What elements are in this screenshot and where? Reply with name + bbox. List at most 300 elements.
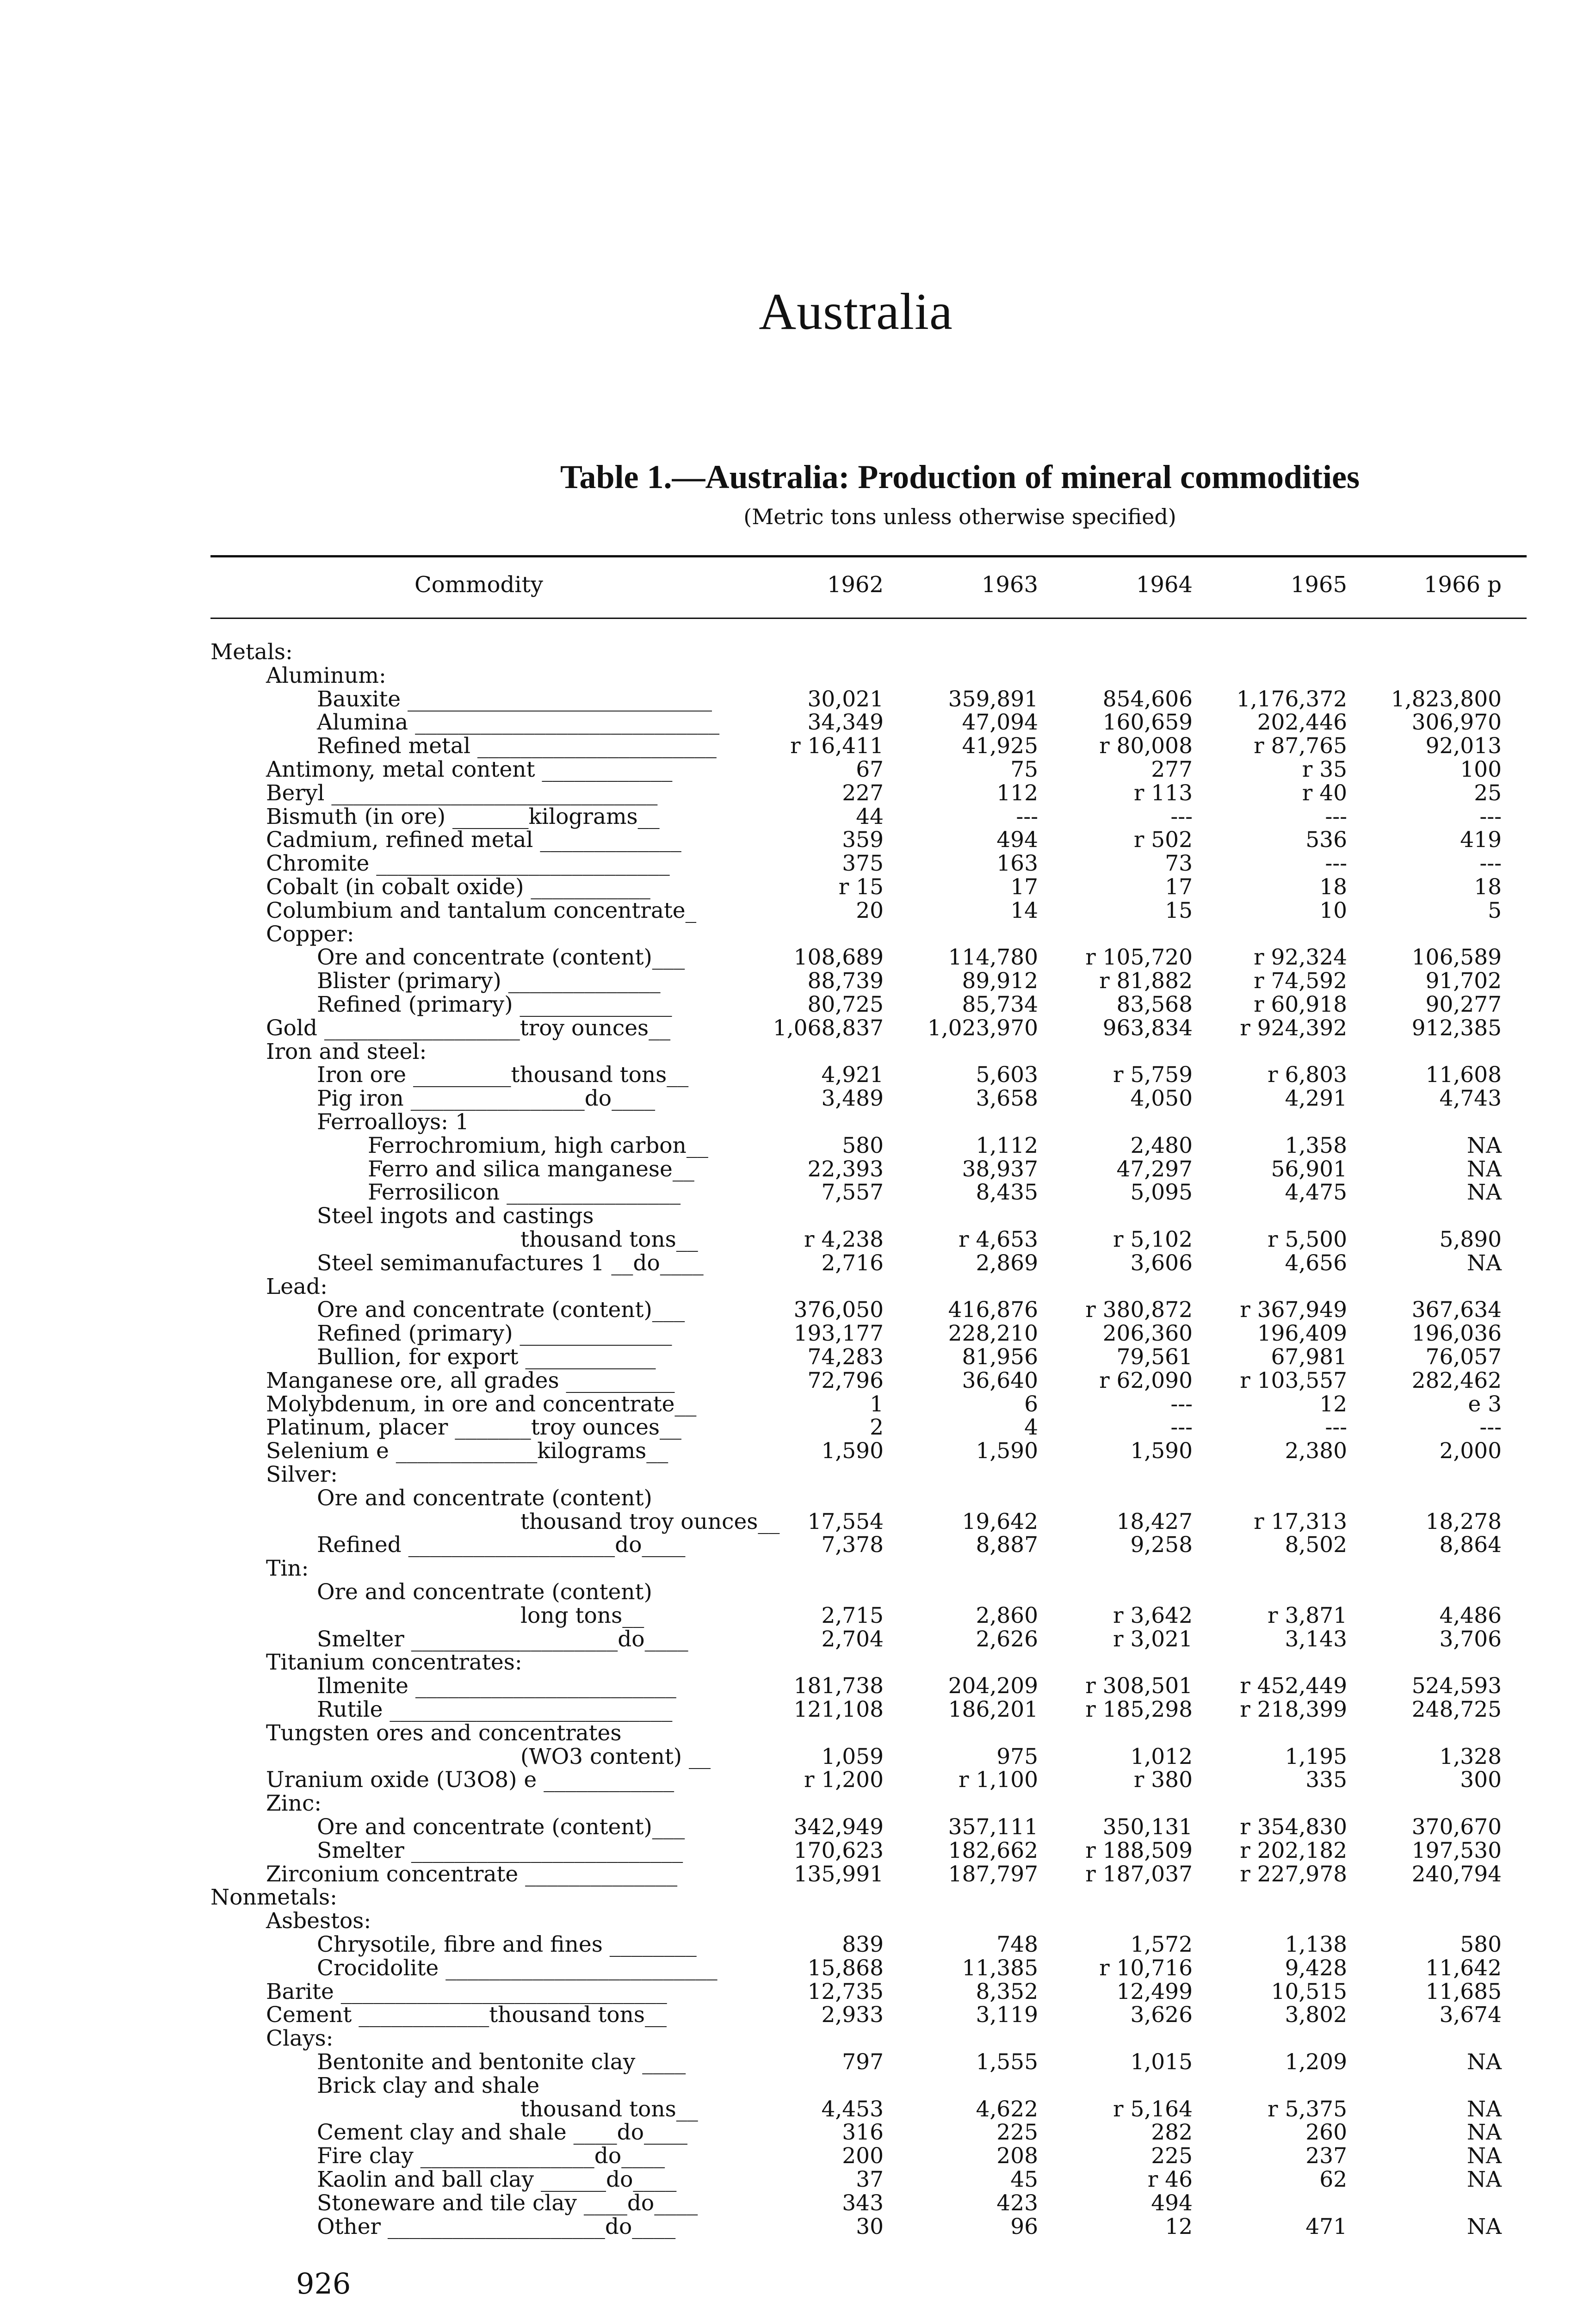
cell-1964: ---: [1170, 804, 1193, 829]
cell-1963: 5,603: [976, 1062, 1038, 1088]
table-row: [0, 1087, 1596, 1110]
cell-1966-p: 524,593: [1411, 1673, 1502, 1699]
cell-1962: r 4,238: [804, 1227, 884, 1252]
table-row: [0, 1158, 1596, 1181]
header-1964: 1964: [1136, 572, 1193, 598]
table-row: [0, 1698, 1596, 1721]
row-label: long tons__: [520, 1602, 644, 1628]
cell-1963: 112: [996, 780, 1038, 806]
table-row: [0, 1228, 1596, 1251]
cell-1963: 8,435: [976, 1180, 1038, 1206]
cell-1963: 975: [996, 1744, 1038, 1769]
row-label: Iron ore _________thousand tons__: [317, 1062, 689, 1088]
cell-1966-p: 3,706: [1439, 1626, 1502, 1652]
cell-1965: r 17,313: [1254, 1509, 1347, 1534]
row-label: Ore and concentrate (content): [317, 1579, 652, 1605]
cell-1966-p: 3,674: [1439, 2002, 1502, 2028]
cell-1966-p: NA: [1466, 1156, 1502, 1182]
cell-1963: 186,201: [948, 1697, 1038, 1722]
cell-1962: 2,933: [821, 2002, 884, 2028]
cell-1962: 30: [856, 2214, 884, 2239]
cell-1962: 20: [856, 897, 884, 923]
cell-1966-p: 282,462: [1411, 1367, 1502, 1393]
row-label: Bentonite and bentonite clay ____: [317, 2049, 686, 2075]
cell-1965: r 87,765: [1254, 733, 1347, 759]
row-label: Ferro and silica manganese__: [368, 1156, 694, 1182]
cell-1964: r 46: [1147, 2167, 1193, 2192]
header-1962: 1962: [827, 572, 884, 598]
cell-1963: 8,887: [976, 1532, 1038, 1558]
table-row: [0, 2027, 1596, 2050]
cell-1964: r 80,008: [1099, 733, 1193, 759]
table-row: [0, 1534, 1596, 1557]
cell-1963: 38,937: [962, 1156, 1038, 1182]
cell-1963: 357,111: [948, 1814, 1038, 1840]
cell-1966-p: NA: [1466, 2143, 1502, 2169]
cell-1966-p: 92,013: [1425, 733, 1502, 759]
table-row: [0, 1393, 1596, 1416]
cell-1966-p: NA: [1466, 2214, 1502, 2239]
cell-1962: 80,725: [807, 992, 884, 1017]
cell-1962: 2,704: [821, 1626, 884, 1652]
table-row: [0, 2004, 1596, 2027]
row-label: Ferrochromium, high carbon__: [368, 1132, 708, 1158]
row-label: thousand tons__: [520, 2096, 698, 2122]
cell-1965: 1,209: [1285, 2049, 1347, 2075]
cell-1963: 19,642: [962, 1509, 1038, 1534]
row-label: Iron and steel:: [266, 1039, 427, 1064]
cell-1966-p: 76,057: [1425, 1344, 1502, 1370]
cell-1966-p: ---: [1479, 1415, 1502, 1441]
cell-1964: r 502: [1133, 827, 1193, 853]
cell-1965: ---: [1325, 1415, 1347, 1441]
cell-1966-p: NA: [1466, 2120, 1502, 2146]
cell-1964: 350,131: [1102, 1814, 1193, 1840]
cell-1964: 17: [1165, 874, 1193, 900]
cell-1963: 4,622: [976, 2096, 1038, 2122]
row-label: Ilmenite ________________________: [317, 1673, 676, 1699]
table-row: [0, 1181, 1596, 1204]
row-label: Ore and concentrate (content)___: [317, 945, 685, 971]
cell-1966-p: ---: [1479, 851, 1502, 877]
cell-1964: r 3,642: [1113, 1602, 1193, 1628]
header-1966: 1966 p: [1423, 572, 1502, 598]
cell-1966-p: 300: [1460, 1767, 1502, 1793]
cell-1963: 114,780: [948, 945, 1038, 971]
row-label: Columbium and tantalum concentrate_: [266, 897, 697, 923]
cell-1963: 182,662: [948, 1837, 1038, 1863]
cell-1965: 196,409: [1257, 1321, 1347, 1347]
table-row: [0, 1675, 1596, 1698]
cell-1963: 17: [1010, 874, 1038, 900]
cell-1964: r 105,720: [1085, 945, 1193, 971]
row-label: Blister (primary) ______________: [317, 968, 661, 994]
row-label: Stoneware and tile clay ____do____: [317, 2190, 698, 2216]
cell-1965: 536: [1305, 827, 1347, 853]
cell-1963: 1,590: [976, 1438, 1038, 1464]
table-row: [0, 1910, 1596, 1933]
cell-1963: 41,925: [962, 733, 1038, 759]
table-row: [0, 782, 1596, 805]
table-row: [0, 2098, 1596, 2121]
cell-1966-p: ---: [1479, 804, 1502, 829]
cell-1964: 963,834: [1102, 1015, 1193, 1041]
cell-1964: 3,606: [1130, 1250, 1193, 1276]
row-label: Ore and concentrate (content)___: [317, 1814, 685, 1840]
row-label: Clays:: [266, 2026, 334, 2052]
cell-1966-p: 1,328: [1439, 1744, 1502, 1769]
cell-1966-p: 91,702: [1425, 968, 1502, 994]
cell-1965: 62: [1319, 2167, 1347, 2192]
table-row: [0, 1440, 1596, 1463]
cell-1963: 225: [996, 2120, 1038, 2146]
cell-1964: 73: [1165, 851, 1193, 877]
cell-1962: 1,068,837: [773, 1015, 884, 1041]
table-row: [0, 735, 1596, 758]
cell-1965: r 452,449: [1240, 1673, 1347, 1699]
row-label: Tungsten ores and concentrates: [266, 1720, 622, 1746]
table-row: [0, 1722, 1596, 1745]
cell-1963: 423: [996, 2190, 1038, 2216]
cell-1962: 170,623: [793, 1837, 884, 1863]
table-row: [0, 1346, 1596, 1369]
table-row: [0, 2051, 1596, 2074]
cell-1964: 225: [1151, 2143, 1193, 2169]
cell-1966-p: 100: [1460, 757, 1502, 782]
cell-1964: r 62,090: [1099, 1367, 1193, 1393]
cell-1966-p: 419: [1460, 827, 1502, 853]
cell-1965: 1,358: [1285, 1132, 1347, 1158]
table-row: [0, 1416, 1596, 1439]
table-row: [0, 1816, 1596, 1839]
page-title: Australia: [759, 283, 953, 340]
table-row: [0, 1510, 1596, 1534]
cell-1966-p: 5,890: [1439, 1227, 1502, 1252]
table-row: [0, 1792, 1596, 1815]
cell-1966-p: NA: [1466, 2096, 1502, 2122]
cell-1962: 181,738: [793, 1673, 884, 1699]
cell-1965: r 227,978: [1240, 1861, 1347, 1887]
cell-1962: 3,489: [821, 1086, 884, 1112]
row-label: Fire clay ________________do____: [317, 2143, 665, 2169]
row-label: Refined ___________________do____: [317, 1532, 686, 1558]
cell-1965: 56,901: [1271, 1156, 1347, 1182]
cell-1966-p: NA: [1466, 2167, 1502, 2192]
table-subtitle: (Metric tons unless otherwise specified): [743, 504, 1176, 529]
row-label: Cobalt (in cobalt oxide) ___________: [266, 874, 650, 900]
row-label: Manganese ore, all grades __________: [266, 1367, 675, 1393]
row-label: Metals:: [210, 639, 293, 665]
cell-1965: 1,195: [1285, 1744, 1347, 1769]
cell-1963: 96: [1010, 2214, 1038, 2239]
cell-1963: 2,860: [976, 1602, 1038, 1628]
cell-1963: 47,094: [962, 710, 1038, 736]
cell-1965: 10,515: [1271, 1979, 1347, 2004]
cell-1962: 200: [842, 2143, 884, 2169]
row-label: Chromite ___________________________: [266, 851, 670, 877]
cell-1962: 359: [842, 827, 884, 853]
cell-1966-p: 306,970: [1411, 710, 1502, 736]
cell-1966-p: 18: [1474, 874, 1502, 900]
header-1965: 1965: [1290, 572, 1347, 598]
table-row: [0, 899, 1596, 922]
cell-1962: 376,050: [793, 1297, 884, 1323]
cell-1966-p: 11,608: [1425, 1062, 1502, 1088]
cell-1966-p: 90,277: [1425, 992, 1502, 1017]
table-row: [0, 2145, 1596, 2168]
cell-1963: 416,876: [948, 1297, 1038, 1323]
cell-1963: 204,209: [948, 1673, 1038, 1699]
cell-1963: 11,385: [962, 1955, 1038, 1981]
cell-1965: r 5,375: [1268, 2096, 1347, 2122]
cell-1965: r 6,803: [1268, 1062, 1347, 1088]
row-label: Steel ingots and castings: [317, 1203, 594, 1229]
cell-1962: 15,868: [807, 1955, 884, 1981]
row-label: Pig iron ________________do____: [317, 1086, 656, 1112]
cell-1964: 1,572: [1130, 1932, 1193, 1957]
row-label: Ferrosilicon ________________: [368, 1180, 681, 1206]
row-label: Selenium e _____________kilograms__: [266, 1438, 668, 1464]
cell-1964: r 187,037: [1085, 1861, 1193, 1887]
cell-1963: 228,210: [948, 1321, 1038, 1347]
row-label: Asbestos:: [266, 1908, 371, 1934]
table-row: [0, 641, 1596, 664]
cell-1964: 2,480: [1130, 1132, 1193, 1158]
cell-1962: 1,590: [821, 1438, 884, 1464]
table-row: [0, 829, 1596, 852]
row-label: Bauxite ____________________________: [317, 686, 712, 712]
row-label: Lead:: [266, 1274, 328, 1299]
header-commodity: Commodity: [414, 572, 544, 598]
cell-1962: 34,349: [807, 710, 884, 736]
cell-1966-p: 196,036: [1411, 1321, 1502, 1347]
row-label: Alumina ____________________________: [317, 710, 720, 736]
cell-1964: 277: [1151, 757, 1193, 782]
cell-1966-p: NA: [1466, 1250, 1502, 1276]
cell-1965: r 924,392: [1240, 1015, 1347, 1041]
cell-1966-p: 11,642: [1425, 1955, 1502, 1981]
cell-1964: ---: [1170, 1415, 1193, 1441]
cell-1965: 335: [1305, 1767, 1347, 1793]
cell-1964: 15: [1165, 897, 1193, 923]
cell-1962: 580: [842, 1132, 884, 1158]
cell-1964: r 5,759: [1113, 1062, 1193, 1088]
cell-1965: r 40: [1302, 780, 1347, 806]
table-row: [0, 1980, 1596, 2004]
row-label: Platinum, placer _______troy ounces__: [266, 1415, 682, 1441]
cell-1966-p: 370,670: [1411, 1814, 1502, 1840]
cell-1964: r 113: [1133, 780, 1193, 806]
table-row: [0, 805, 1596, 829]
row-label: Gold __________________troy ounces__: [266, 1015, 671, 1041]
cell-1962: r 16,411: [790, 733, 884, 759]
table-row: [0, 1252, 1596, 1275]
cell-1963: 45: [1010, 2167, 1038, 2192]
cell-1962: 22,393: [807, 1156, 884, 1182]
cell-1963: 4: [1024, 1415, 1038, 1441]
cell-1965: 2,380: [1285, 1438, 1347, 1464]
row-label: Rutile __________________________: [317, 1697, 673, 1722]
row-label: Zinc:: [266, 1791, 322, 1817]
cell-1965: r 218,399: [1240, 1697, 1347, 1722]
row-label: Nonmetals:: [210, 1885, 337, 1911]
row-label: Smelter _________________________: [317, 1837, 683, 1863]
cell-1965: 10: [1319, 897, 1347, 923]
cell-1965: 9,428: [1285, 1955, 1347, 1981]
table-row: [0, 1839, 1596, 1862]
cell-1966-p: 912,385: [1411, 1015, 1502, 1041]
cell-1965: r 5,500: [1268, 1227, 1347, 1252]
cell-1962: 2: [870, 1415, 884, 1441]
cell-1962: 37: [856, 2167, 884, 2192]
cell-1962: 4,453: [821, 2096, 884, 2122]
cell-1965: 8,502: [1285, 1532, 1347, 1558]
cell-1962: 67: [856, 757, 884, 782]
table-row: [0, 758, 1596, 781]
cell-1965: r 103,557: [1240, 1367, 1347, 1393]
cell-1965: 1,176,372: [1236, 686, 1347, 712]
table-row: [0, 1064, 1596, 1087]
cell-1964: 1,012: [1130, 1744, 1193, 1769]
row-label: Bismuth (in ore) _______kilograms__: [266, 804, 660, 829]
row-label: Barite ______________________________: [266, 1979, 667, 2004]
cell-1962: 7,378: [821, 1532, 884, 1558]
cell-1962: 44: [856, 804, 884, 829]
table-row: [0, 2192, 1596, 2215]
cell-1966-p: 367,634: [1411, 1297, 1502, 1323]
cell-1963: 75: [1010, 757, 1038, 782]
cell-1962: 227: [842, 780, 884, 806]
row-label: Beryl ______________________________: [266, 780, 658, 806]
cell-1964: 494: [1151, 2190, 1193, 2216]
cell-1966-p: 106,589: [1411, 945, 1502, 971]
cell-1966-p: 248,725: [1411, 1697, 1502, 1722]
cell-1965: r 354,830: [1240, 1814, 1347, 1840]
cell-1965: r 60,918: [1254, 992, 1347, 1017]
cell-1964: r 3,021: [1113, 1626, 1193, 1652]
cell-1963: 2,626: [976, 1626, 1038, 1652]
cell-1964: r 81,882: [1099, 968, 1193, 994]
table-row: [0, 923, 1596, 946]
cell-1964: 160,659: [1102, 710, 1193, 736]
cell-1963: 3,119: [976, 2002, 1038, 2028]
cell-1963: 3,658: [976, 1086, 1038, 1112]
cell-1962: 88,739: [807, 968, 884, 994]
cell-1965: 1,138: [1285, 1932, 1347, 1957]
cell-1966-p: 1,823,800: [1391, 686, 1502, 712]
row-label: Ore and concentrate (content): [317, 1485, 652, 1511]
cell-1965: r 35: [1302, 757, 1347, 782]
cell-1964: 79,561: [1116, 1344, 1193, 1370]
cell-1964: r 5,164: [1113, 2096, 1193, 2122]
cell-1962: 30,021: [807, 686, 884, 712]
table-row: [0, 1017, 1596, 1040]
cell-1962: 135,991: [793, 1861, 884, 1887]
cell-1965: ---: [1325, 804, 1347, 829]
cell-1963: 6: [1024, 1391, 1038, 1417]
table-row: [0, 1111, 1596, 1134]
cell-1962: r 15: [838, 874, 884, 900]
cell-1965: r 367,949: [1240, 1297, 1347, 1323]
cell-1964: 854,606: [1102, 686, 1193, 712]
row-label: Tin:: [266, 1556, 309, 1582]
cell-1965: 237: [1305, 2143, 1347, 2169]
cell-1962: 72,796: [807, 1367, 884, 1393]
row-label: Antimony, metal content ____________: [266, 757, 673, 782]
cell-1966-p: 240,794: [1411, 1861, 1502, 1887]
cell-1964: 83,568: [1116, 992, 1193, 1017]
cell-1966-p: e 3: [1468, 1391, 1502, 1417]
cell-1964: 1,590: [1130, 1438, 1193, 1464]
row-label: Copper:: [266, 921, 354, 947]
table-title: Table 1.—Australia: Production of mineral commodities: [560, 458, 1360, 495]
cell-1962: 74,283: [807, 1344, 884, 1370]
table-row: [0, 1487, 1596, 1510]
cell-1966-p: 197,530: [1411, 1837, 1502, 1863]
cell-1963: 36,640: [962, 1367, 1038, 1393]
cell-1962: 12,735: [807, 1979, 884, 2004]
table-row: [0, 1651, 1596, 1674]
cell-1962: 375: [842, 851, 884, 877]
table-row: [0, 876, 1596, 899]
table-row: [0, 1581, 1596, 1604]
row-label: Refined metal ______________________: [317, 733, 717, 759]
table-row: [0, 2168, 1596, 2191]
row-label: Titanium concentrates:: [266, 1650, 522, 1676]
cell-1963: r 4,653: [959, 1227, 1038, 1252]
row-label: Steel semimanufactures 1 __do____: [317, 1250, 704, 1276]
cell-1962: 121,108: [793, 1697, 884, 1722]
row-label: Bullion, for export ____________: [317, 1344, 656, 1370]
cell-1963: 81,956: [962, 1344, 1038, 1370]
cell-1965: 18: [1319, 874, 1347, 900]
cell-1964: 206,360: [1102, 1321, 1193, 1347]
cell-1962: 17,554: [807, 1509, 884, 1534]
cell-1966-p: NA: [1466, 1132, 1502, 1158]
cell-1963: 2,869: [976, 1250, 1038, 1276]
cell-1963: 187,797: [948, 1861, 1038, 1887]
table-row: [0, 688, 1596, 711]
cell-1964: 5,095: [1130, 1180, 1193, 1206]
cell-1965: 202,446: [1257, 710, 1347, 736]
cell-1964: r 10,716: [1099, 1955, 1193, 1981]
table-row: [0, 993, 1596, 1016]
row-label: Other ____________________do____: [317, 2214, 676, 2239]
cell-1966-p: 8,864: [1439, 1532, 1502, 1558]
table-top-rule: [210, 555, 1527, 557]
cell-1962: 108,689: [793, 945, 884, 971]
cell-1962: 839: [842, 1932, 884, 1957]
table-row: [0, 1933, 1596, 1956]
cell-1965: r 74,592: [1254, 968, 1347, 994]
table-row: [0, 946, 1596, 969]
cell-1962: 2,715: [821, 1602, 884, 1628]
table-row: [0, 1134, 1596, 1157]
cell-1965: r 92,324: [1254, 945, 1347, 971]
table-row: [0, 1322, 1596, 1345]
cell-1963: 748: [996, 1932, 1038, 1957]
cell-1962: r 1,200: [804, 1767, 884, 1793]
cell-1963: r 1,100: [959, 1767, 1038, 1793]
cell-1963: ---: [1016, 804, 1038, 829]
row-label: Molybdenum, in ore and concentrate__: [266, 1391, 697, 1417]
cell-1966-p: 11,685: [1425, 1979, 1502, 2004]
row-label: Crocidolite _________________________: [317, 1955, 718, 1981]
row-label: (WO3 content) __: [520, 1744, 711, 1769]
cell-1962: 1: [870, 1391, 884, 1417]
cell-1965: 4,475: [1285, 1180, 1347, 1206]
cell-1966-p: 18,278: [1425, 1509, 1502, 1534]
